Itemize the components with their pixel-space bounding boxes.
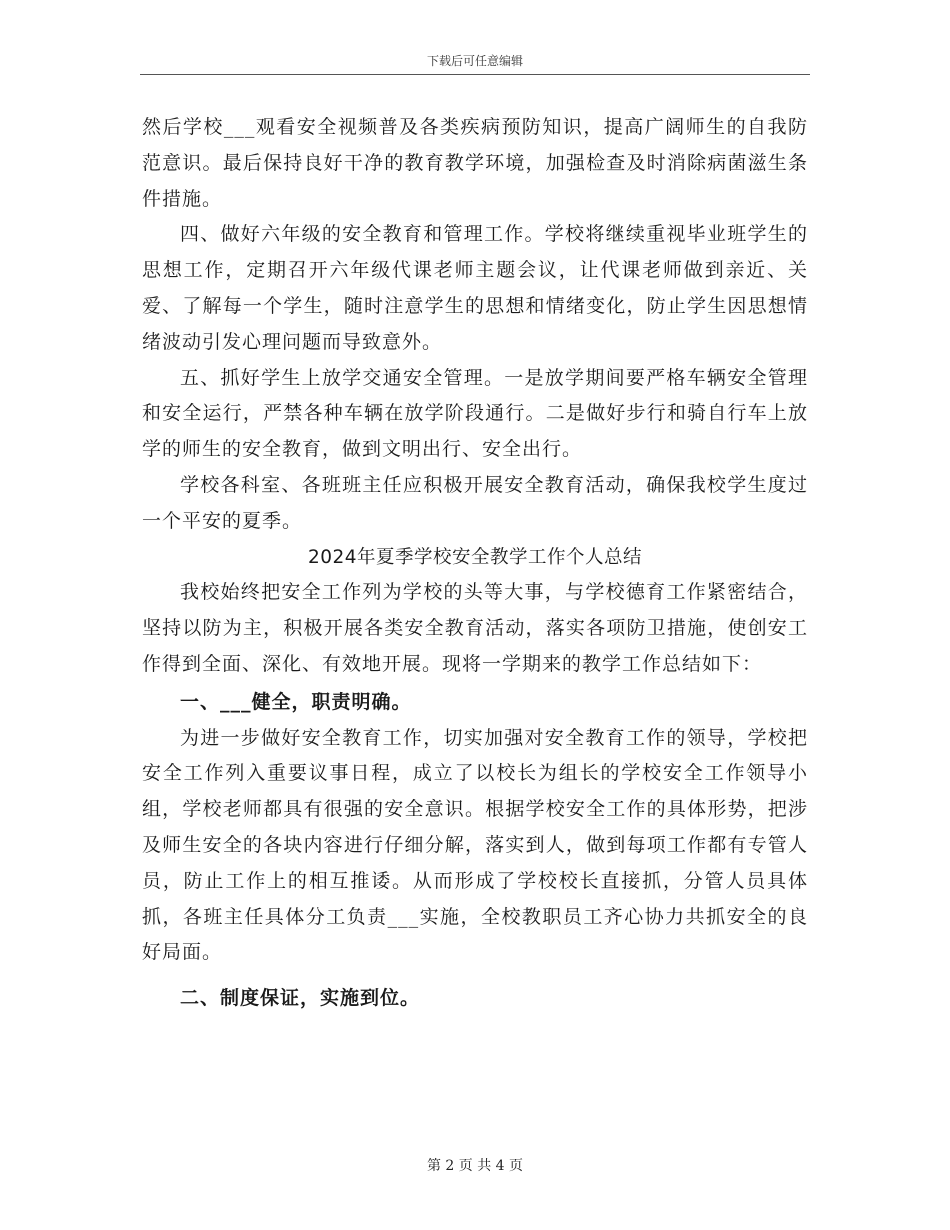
paragraph-intro: 我校始终把安全工作列为学校的头等大事，与学校德育工作紧密结合，坚持以防为主，积极开展各类安全教育活动，落实各项防卫措施，使创安工作得到全面、深化、有效地开展。现将一学期来的教学工作总结如下： (142, 581, 808, 675)
document-title: 2024年夏季学校安全教学工作个人总结 (307, 546, 643, 568)
header-divider (140, 74, 810, 75)
paragraph-continuation: 然后学校___观看安全视频普及各类疾病预防知识，提高广阔师生的自我防范意识。最后保持良好干净的教育教学环境，加强检查及时消除病菌滋生条件措施。 (142, 116, 808, 210)
paragraph-closing: 学校各科室、各班班主任应积极开展安全教育活动，确保我校学生度过一个平安的夏季。 (142, 473, 808, 532)
document-body (142, 110, 808, 1017)
section-heading-one: 一、___健全，职责明确。 (180, 690, 412, 713)
paragraph-item-four: 四、做好六年级的安全教育和管理工作。学校将继续重视毕业班学生的思想工作，定期召开六年级代课老师主题会议，让代课老师做到亲近、关爱、了解每一个学生，随时注意学生的思想和情绪变化，防止学生因思想情绪波动引发心理问题而导致意外。 (142, 223, 808, 353)
section-heading-two: 二、制度保证，实施到位。 (180, 987, 421, 1010)
page-number: 第 2 页 共 4 页 (426, 1158, 524, 1174)
paragraph-section-one: 为进一步做好安全教育工作，切实加强对安全教育工作的领导，学校把安全工作列入重要议事日程，成立了以校长为组长的学校安全工作领导小组，学校老师都具有很强的安全意识。根据学校安全工作的具体形势，把涉及师生安全的各块内容进行仔细分解，落实到人，做到每项工作都有专管人员，防止工作上的相互推诿。从而形成了学校校长直接抓，分管人员具体抓，各班主任具体分工负责___实施，全校教职员工齐心协力共抓安全的良好局面。 (142, 726, 808, 964)
page-header-note: 下载后可任意编辑 (426, 54, 523, 68)
paragraph-item-five: 五、抓好学生上放学交通安全管理。一是放学期间要严格车辆安全管理和安全运行，严禁各种车辆在放学阶段通行。二是做好步行和骑自行车上放学的师生的安全教育，做到文明出行、安全出行。 (142, 366, 808, 461)
